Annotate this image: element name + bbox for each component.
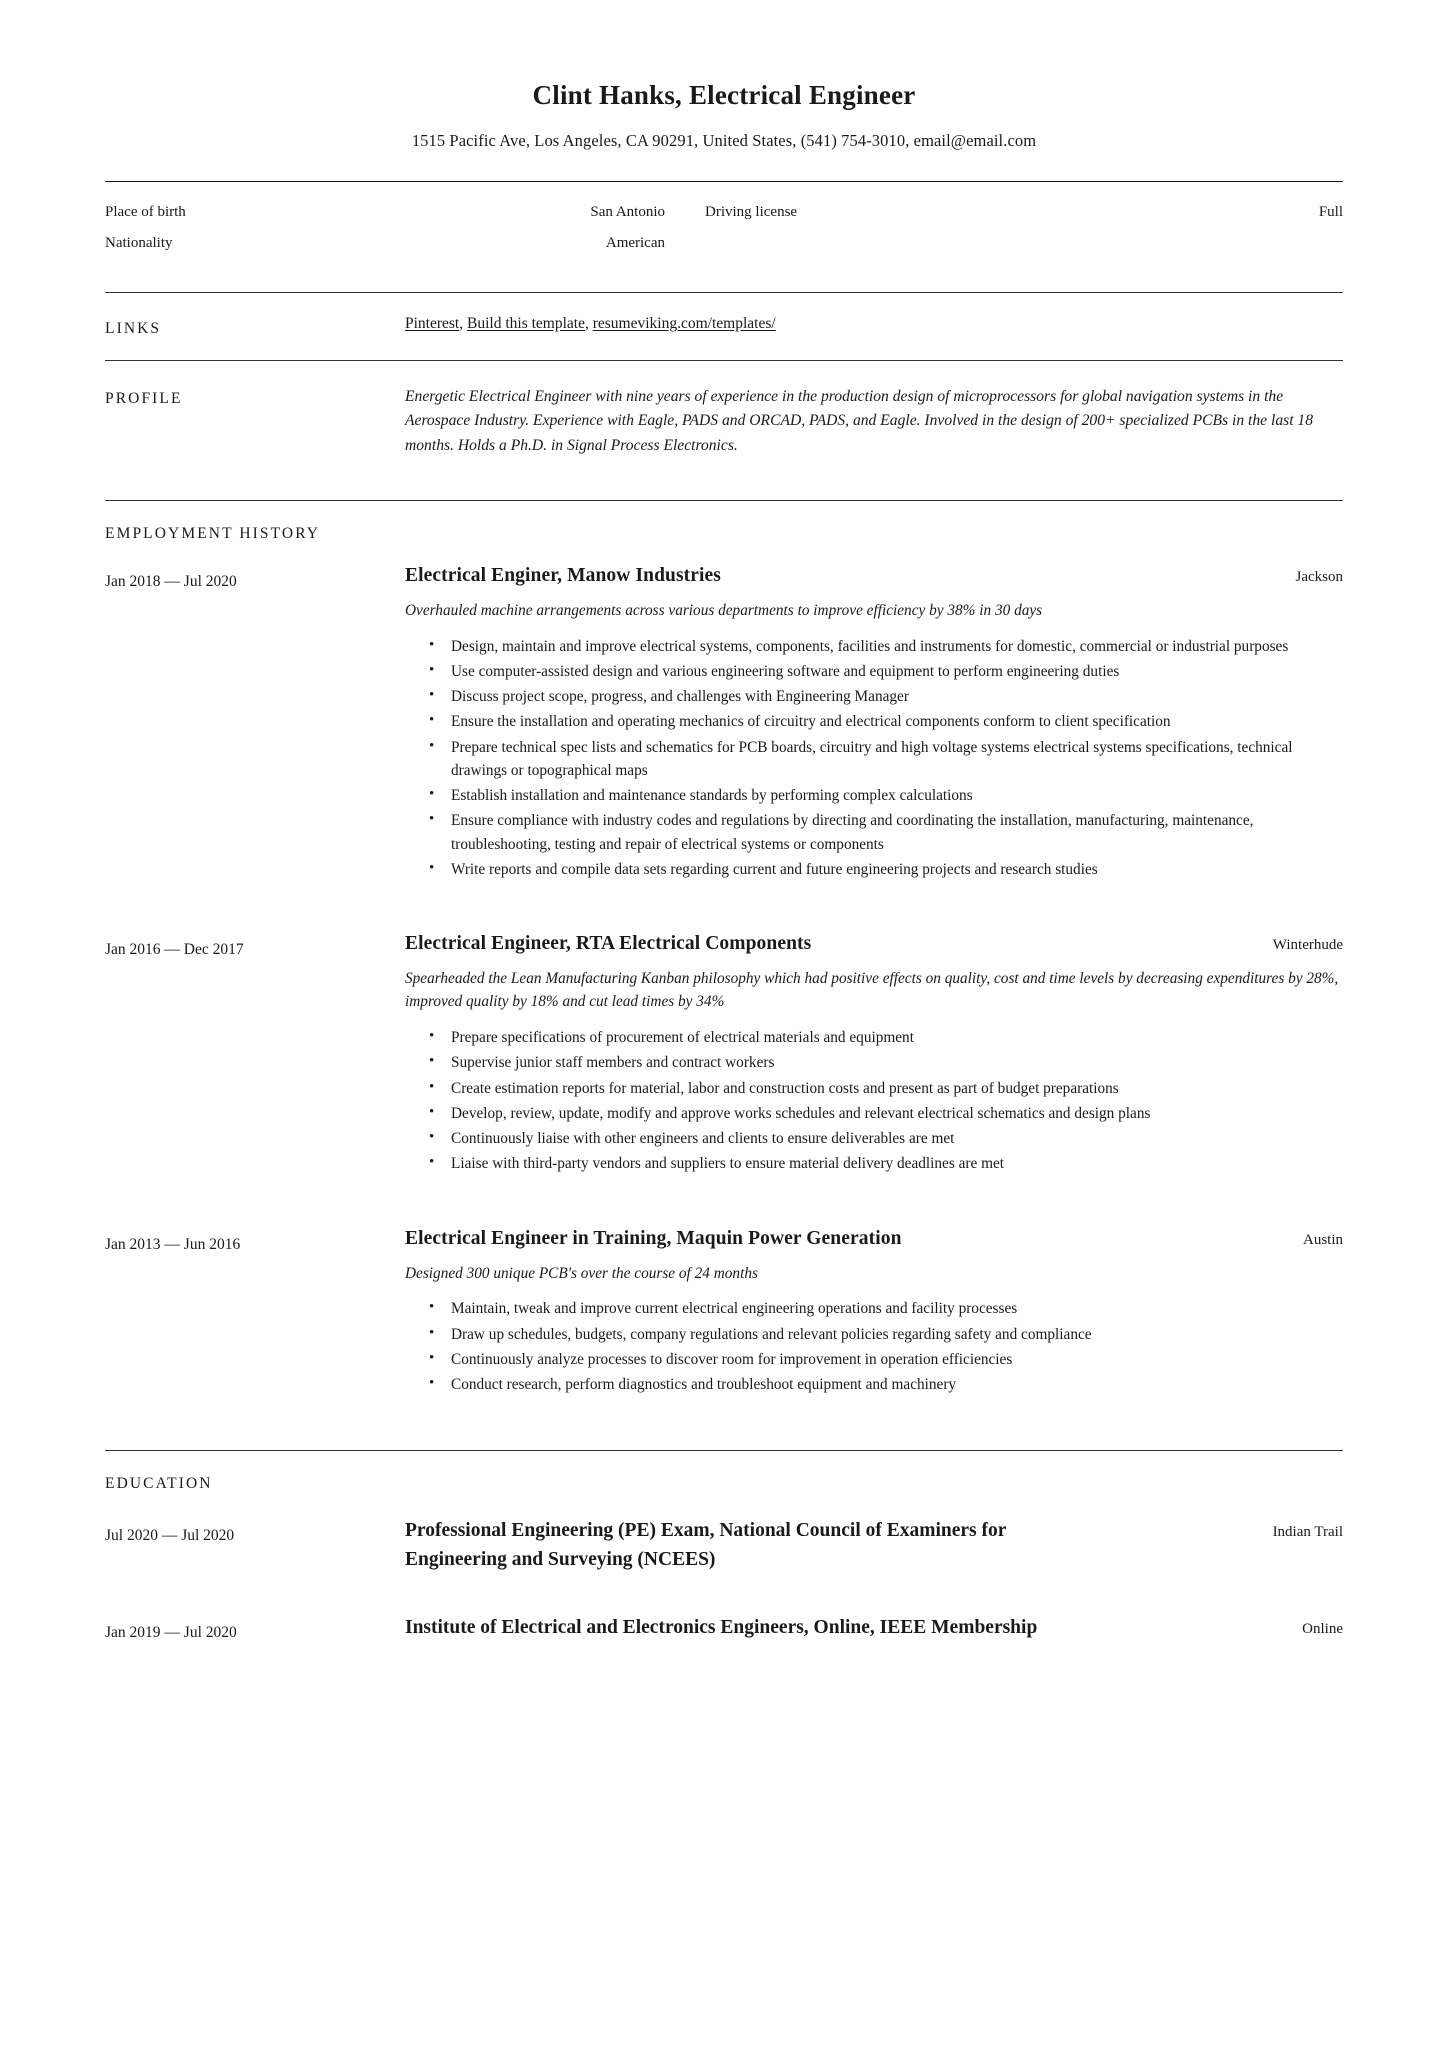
- list-item: • Use computer-assisted design and various engineering software and equipment to perform engineering duties: [451, 660, 1343, 683]
- employment-bullet-list: [405, 635, 1343, 882]
- link-sep-1: ,: [459, 315, 464, 332]
- link-pinterest[interactable]: Pinterest: [405, 315, 460, 332]
- link-build-this-template[interactable]: Build this template: [467, 315, 585, 332]
- education-location: Online: [1302, 1621, 1343, 1637]
- list-item: • Prepare technical spec lists and schematics for PCB boards, circuitry and high voltage systems electrical systems specifications, technical drawings or topographical maps: [451, 736, 1343, 783]
- education-title: Professional Engineering (PE) Exam, National Council of Examiners for Engineering and Surveying (NCEES): [405, 1520, 1007, 1570]
- spacer: [105, 1178, 1343, 1212]
- employment-entry: [105, 917, 1343, 1177]
- employment-location: Jackson: [1295, 568, 1343, 585]
- list-item: • Continuously analyze processes to discover room for improvement in operation efficiencies: [451, 1348, 1343, 1371]
- employment-dates: Jan 2013 — Jun 2016: [105, 1235, 241, 1253]
- profile-section: [105, 361, 1343, 481]
- list-item: • Establish installation and maintenance standards by performing complex calculations: [451, 784, 1343, 807]
- nationality-label: Nationality: [105, 235, 173, 251]
- place-of-birth-label: Place of birth: [105, 204, 186, 220]
- employment-title: Electrical Engineer, RTA Electrical Components: [405, 933, 812, 955]
- list-item: • Create estimation reports for material, labor and construction costs and present as part of budget preparations: [451, 1077, 1343, 1100]
- employment-dates: Jan 2016 — Dec 2017: [105, 941, 244, 959]
- spacer: [105, 883, 1343, 917]
- employment-summary: Spearheaded the Lean Manufacturing Kanban philosophy which had positive effects on quality, cost and time levels by decreasing expenditures by 28%, improved quality by 18% and cut lead times by 34%: [405, 970, 1339, 1011]
- list-item: • Write reports and compile data sets regarding current and future engineering projects and research studies: [451, 858, 1343, 881]
- spacer: [105, 1398, 1343, 1420]
- education-entry: [105, 1596, 1343, 1642]
- employment-entry: [105, 549, 1343, 883]
- links-section-label: LINKS: [105, 320, 162, 337]
- employment-bullet-list: [405, 1297, 1343, 1396]
- education-entry: [105, 1499, 1343, 1574]
- education-section-label: EDUCATION: [105, 1475, 213, 1493]
- driving-license-value: Full: [1318, 204, 1343, 220]
- employment-location: Winterhude: [1272, 937, 1343, 954]
- list-item: • Supervise junior staff members and contract workers: [451, 1051, 1343, 1074]
- list-item: • Ensure the installation and operating mechanics of circuitry and electrical components conform to client specification: [451, 710, 1343, 733]
- employment-title: Electrical Engineer in Training, Maquin Power Generation: [405, 1227, 902, 1249]
- employment-title: Electrical Enginer, Manow Industries: [405, 564, 721, 586]
- list-item: • Ensure compliance with industry codes and regulations by directing and coordinating the installation, manufacturing, maintenance, troubleshooting, testing and repair of electrical systems or components: [451, 809, 1343, 856]
- place-of-birth-value: San Antonio: [590, 204, 665, 220]
- link-sep-2: ,: [584, 315, 589, 332]
- education-location: Indian Trail: [1272, 1524, 1343, 1541]
- contact-line: 1515 Pacific Ave, Los Angeles, CA 90291, United States, (541) 754-3010, email@email.com: [411, 131, 1037, 150]
- education-dates: Jan 2019 — Jul 2020: [105, 1624, 237, 1641]
- education-dates: Jul 2020 — Jul 2020: [105, 1527, 235, 1545]
- detail-row-nationality: [105, 235, 1343, 252]
- page-title: Clint Hanks, Electrical Engineer: [532, 80, 916, 110]
- driving-license-label: Driving license: [705, 204, 798, 220]
- detail-row-birth: [105, 204, 1343, 221]
- profile-section-label: PROFILE: [105, 390, 183, 408]
- list-item: • Discuss project scope, progress, and challenges with Engineering Manager: [451, 685, 1343, 708]
- education-section-header: [105, 1451, 1343, 1499]
- employment-section-label: EMPLOYMENT HISTORY: [105, 524, 321, 542]
- employment-summary: Overhauled machine arrangements across various departments to improve efficiency by 38% in 30 days: [405, 601, 1043, 619]
- list-item: • Draw up schedules, budgets, company regulations and relevant policies regarding safety and compliance: [451, 1323, 1343, 1346]
- list-item: • Design, maintain and improve electrical systems, components, facilities and instruments for domestic, commercial or industrial purposes: [451, 635, 1343, 658]
- employment-section-header: [105, 501, 1343, 549]
- employment-bullet-list: [405, 1026, 1343, 1176]
- education-title: Institute of Electrical and Electronics Engineers, Online, IEEE Membership: [405, 1617, 1038, 1638]
- personal-details-block: [105, 182, 1343, 282]
- employment-dates: Jan 2018 — Jul 2020: [105, 572, 237, 590]
- list-item: • Continuously liaise with other engineers and clients to ensure deliverables are met: [451, 1127, 1343, 1150]
- profile-text: Energetic Electrical Engineer with nine years of experience in the production design of microprocessors for global navigation systems in the Aerospace Industry. Experience with Eagle, PADS and ORCAD, PADS, and Eagle. Involved in the design of 200+ specialized PCBs in the last 18 months. Holds a Ph.D. in Signal Process Electronics.: [405, 388, 1314, 454]
- employment-location: Austin: [1302, 1231, 1343, 1248]
- list-item: • Prepare specifications of procurement of electrical materials and equipment: [451, 1026, 1343, 1049]
- list-item: • Liaise with third-party vendors and suppliers to ensure material delivery deadlines are met: [451, 1152, 1343, 1175]
- link-resumeviking-templates[interactable]: resumeviking.com/templates/: [592, 315, 776, 332]
- list-item: • Conduct research, perform diagnostics and troubleshoot equipment and machinery: [451, 1373, 1343, 1396]
- links-list: [405, 315, 1343, 333]
- spacer: [105, 1574, 1343, 1596]
- employment-entry: [105, 1212, 1343, 1399]
- links-section: [105, 293, 1343, 358]
- list-item: • Develop, review, update, modify and approve works schedules and relevant electrical schematics and design plans: [451, 1102, 1343, 1125]
- employment-summary: Designed 300 unique PCB's over the course of 24 months: [405, 1264, 758, 1282]
- list-item: • Maintain, tweak and improve current electrical engineering operations and facility processes: [451, 1297, 1343, 1320]
- nationality-value: American: [605, 235, 665, 251]
